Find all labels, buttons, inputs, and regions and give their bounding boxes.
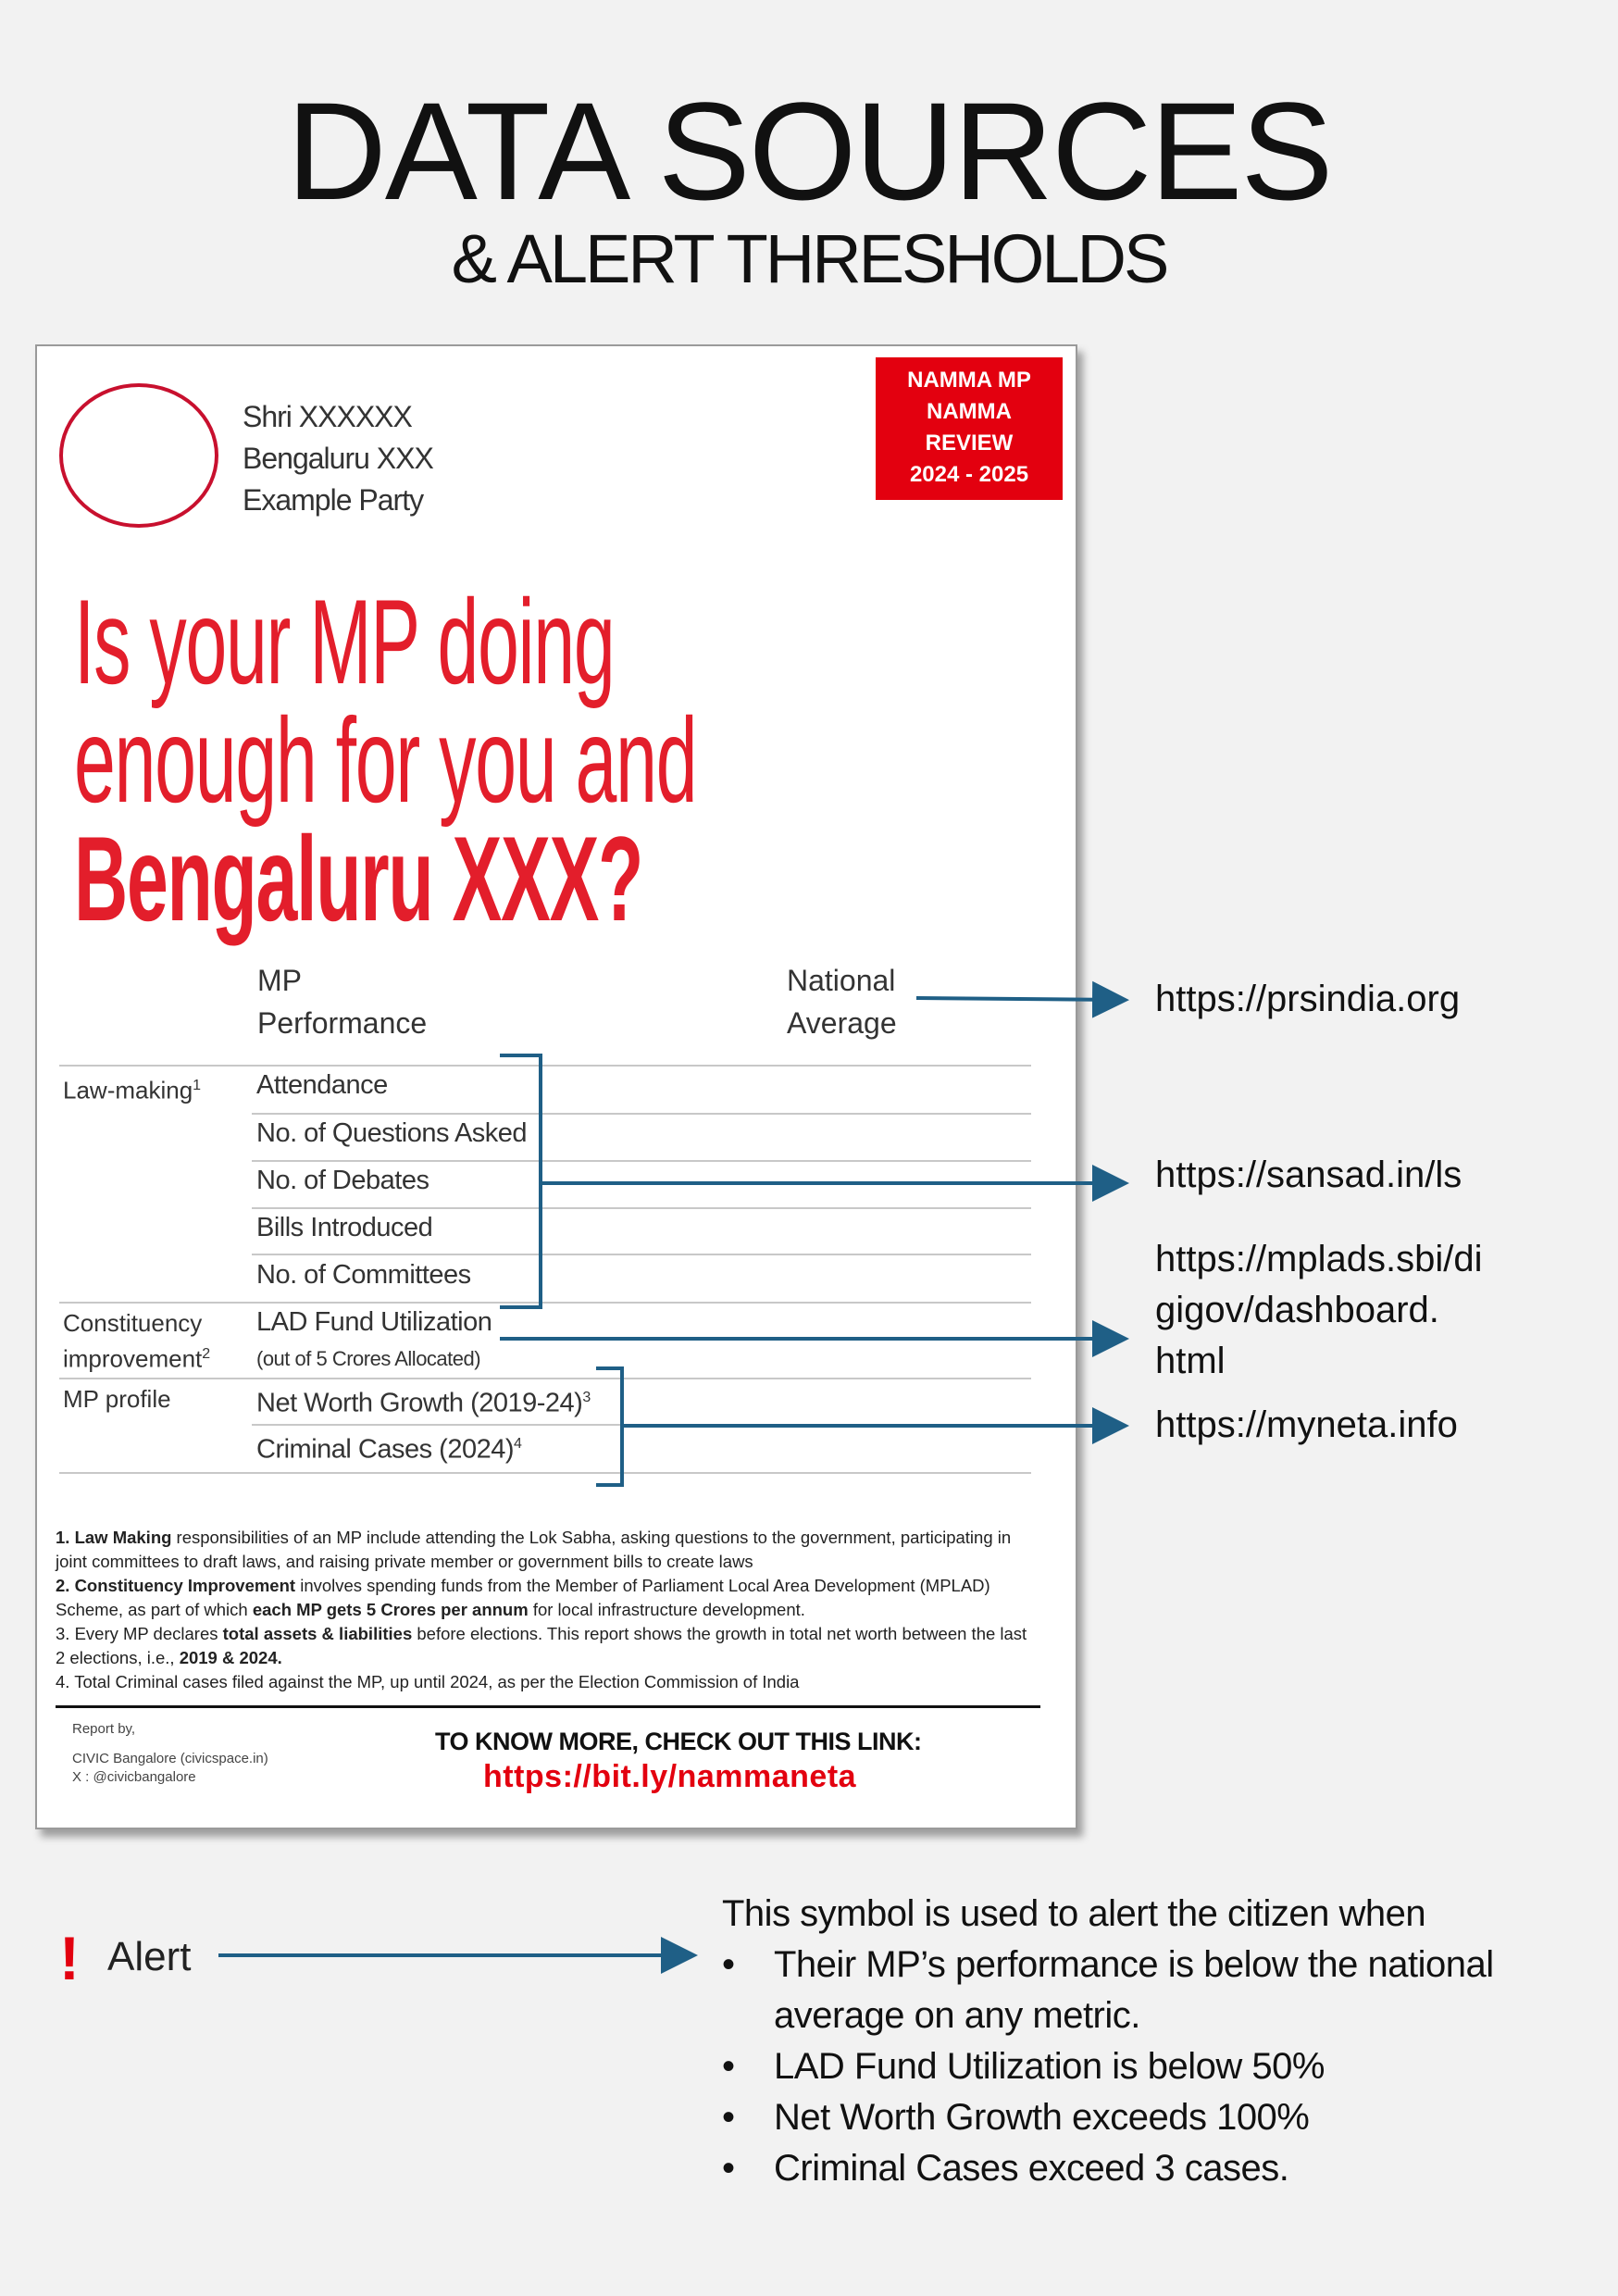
footnote-3: 3. Every MP declares total assets & liabilities before elections. This report shows the growth in total net worth between the last 2 elections, i.e., 2019 & 2024. [56, 1624, 1027, 1667]
alert-criterion: • Criminal Cases exceed 3 cases. [722, 2143, 1592, 2194]
source-myneta[interactable]: https://myneta.info [1155, 1404, 1458, 1445]
column-header-national: National Average [787, 964, 897, 1040]
row-debates: No. of Debates [256, 1166, 429, 1195]
mp-constituency: Bengaluru XXX [243, 442, 433, 475]
footnote-2: 2. Constituency Improvement involves spending funds from the Member of Parliament Local Area Development (MPLAD) Scheme, as part of which each MP gets 5 Crores per annum for local infrastructure development. [56, 1576, 990, 1619]
alert-label: Alert [107, 1934, 192, 1979]
category-constituency: Constituency improvement$^2$ [63, 1309, 211, 1373]
headline-line: enough for you and [74, 693, 697, 828]
category-lawmaking: Law-making$^1$ [63, 1076, 202, 1104]
row-criminal: Criminal Cases $(2024)^4$ [256, 1434, 522, 1465]
alert-criterion: • Net Worth Growth exceeds 100% [722, 2092, 1592, 2143]
arrow-prsindia [916, 998, 1122, 1000]
alert-criterion: • Their MP’s performance is below the national average on any metric. [722, 1940, 1592, 2041]
row-lad-fund: LAD Fund Utilization [256, 1307, 492, 1337]
nammaneta-link[interactable]: https://bit.ly/nammaneta [483, 1759, 857, 1794]
alert-description [722, 1889, 1592, 2194]
row-questions: No. of Questions Asked [256, 1118, 528, 1148]
headline-line-bold: Bengaluru XXX? [74, 811, 643, 946]
badge-line: REVIEW [925, 430, 1014, 455]
page-title: DATA SOURCES [286, 73, 1332, 229]
alert-criteria-list [722, 1940, 1592, 2194]
badge-line: NAMMA MP [907, 368, 1031, 393]
alert-icon: ! [59, 1924, 80, 1992]
badge-line: 2024 - 2025 [909, 462, 1029, 487]
row-bills: Bills Introduced [256, 1213, 433, 1242]
headline-line: Is your MP doing [74, 574, 615, 709]
category-mp-profile: MP profile [63, 1385, 171, 1413]
column-header-mp: MP Performance [257, 964, 428, 1040]
alert-intro: This symbol is used to alert the citizen when [722, 1893, 1426, 1934]
bracket-lawmaking [500, 1055, 541, 1307]
footnote-1: 1. Law Making responsibilities of an MP include attending the Lok Sabha, asking questions to the government, participating in joint committees to draft laws, and raising private member or government bills to create laws [56, 1528, 1012, 1571]
bracket-mp-profile [596, 1368, 622, 1485]
source-mplads[interactable]: https://mplads.sbi/di gigov/dashboard. html [1155, 1239, 1483, 1381]
row-networth: Net Worth Growth (2019-24)$^3$ [256, 1388, 591, 1418]
badge-line: NAMMA [927, 399, 1012, 424]
row-lad-note: (out of 5 Crores Allocated) [256, 1347, 481, 1370]
row-committees: No. of Committees [256, 1260, 471, 1290]
alert-criterion: • LAD Fund Utilization is below 50% [722, 2041, 1592, 2092]
source-sansad[interactable]: https://sansad.in/ls [1155, 1154, 1462, 1195]
source-prsindia[interactable]: https://prsindia.org [1155, 979, 1461, 1019]
know-more-label: TO KNOW MORE, CHECK OUT THIS LINK: [435, 1728, 922, 1755]
footnote-4: 4. Total Criminal cases filed against the MP, up until 2024, as per the Election Commission of India [56, 1672, 800, 1691]
report-credit: Report by, CIVIC Bangalore (civicspace.in) X : @civicbangalore [72, 1721, 268, 1785]
mp-party: Example Party [243, 483, 424, 517]
mp-name: Shri XXXXXX [243, 400, 412, 433]
page-subtitle: & ALERT THRESHOLDS [451, 220, 1167, 297]
row-attendance: Attendance [256, 1070, 388, 1100]
